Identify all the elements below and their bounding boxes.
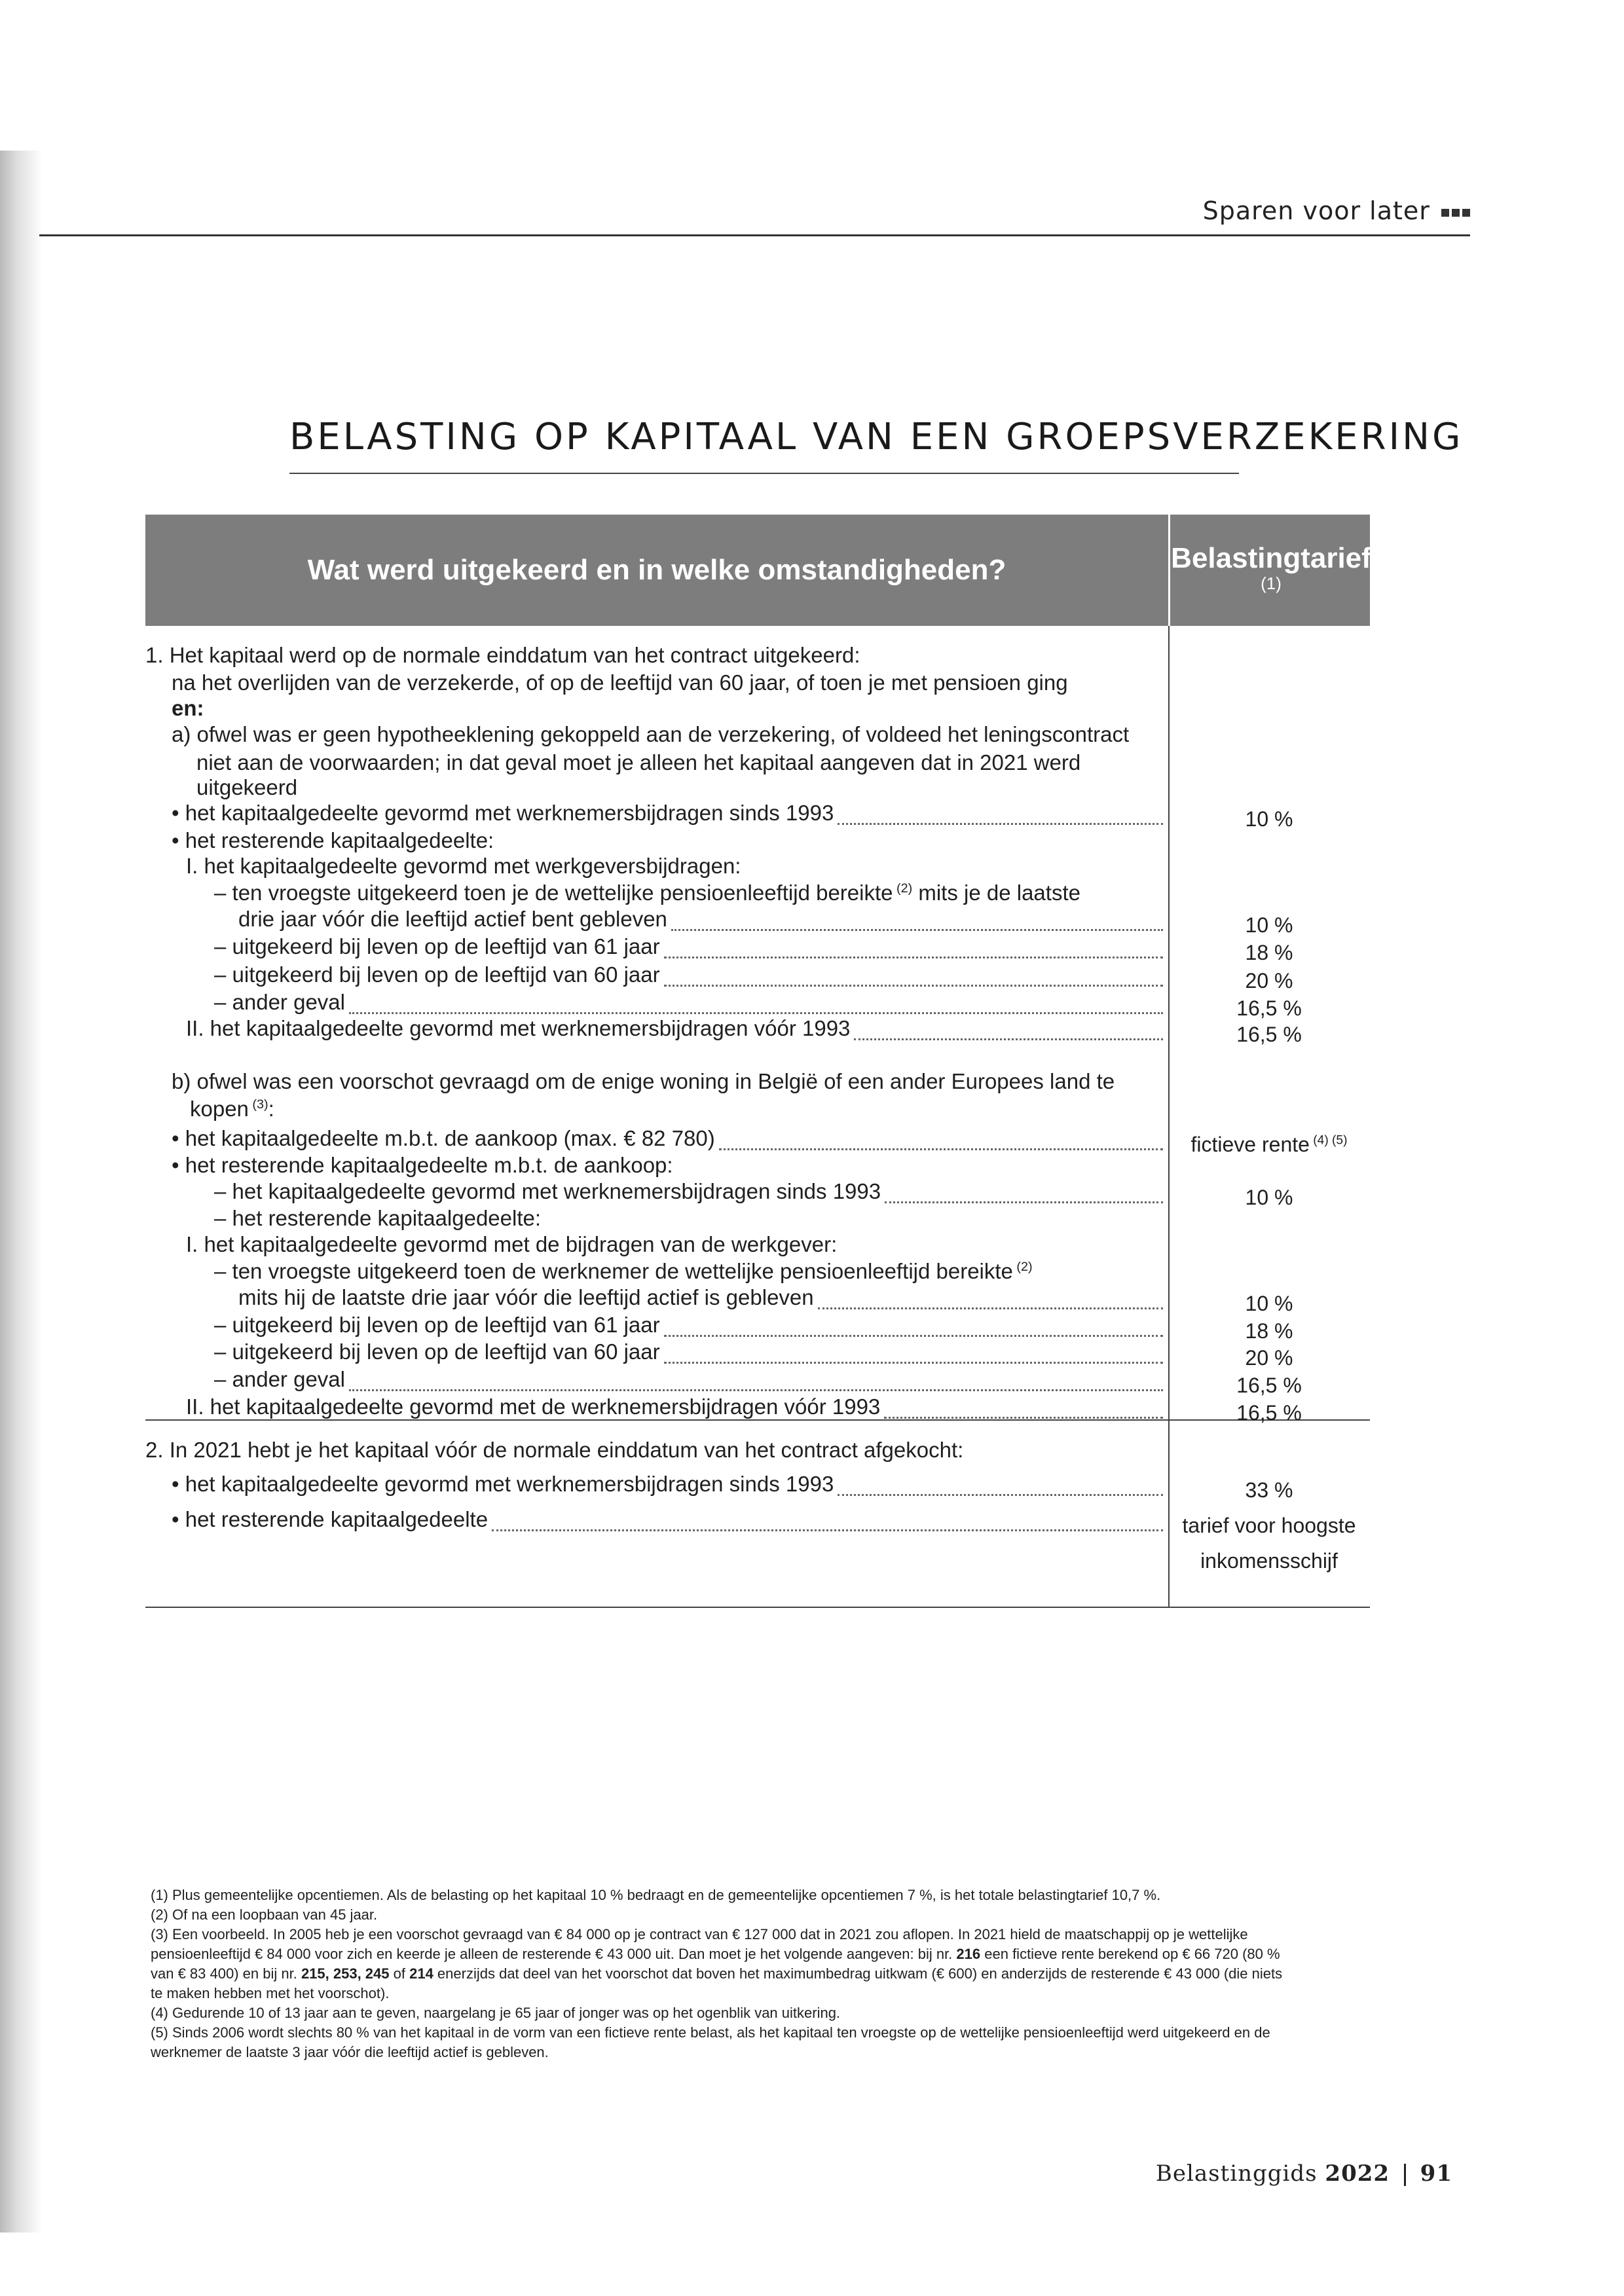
dot-leader [884, 1400, 1163, 1419]
rate-footnote-reference: (4) (5) [1309, 1133, 1348, 1148]
header-tax-rate-label: Belastingtarief [1171, 542, 1371, 574]
row-rate: 33 % [1245, 1478, 1293, 1502]
running-title: Sparen voor later [1202, 196, 1430, 225]
table-row [145, 1391, 1370, 1425]
dot-leader [349, 1372, 1163, 1391]
dot-leader [854, 1021, 1163, 1040]
row-description: II. het kapitaalgedeelte gevormd met werknemersbijdragen vóór 1993 [186, 1016, 851, 1041]
row-rate: tarief voor hoogste [1182, 1514, 1356, 1537]
row-rate: 16,5 % [1236, 1401, 1302, 1425]
row-description: niet aan de voorwaarden; in dat geval moet je alleen het kapitaal aangeven dat in 2021 werd [196, 750, 1081, 774]
row-rate: inkomensschijf [1200, 1549, 1338, 1573]
row-rate: 16,5 % [1236, 1023, 1302, 1047]
dot-leader [664, 968, 1163, 987]
row-description: • het resterende kapitaalgedeelte m.b.t. de aankoop: [172, 1152, 673, 1177]
footnote-1: (1) Plus gemeentelijke opcentiemen. Als de belasting op het kapitaal 10 % bedraagt en de gemeentelijke opcentiemen 7 %, is het totale belastingtarief 10,7 %. [151, 1887, 1161, 1903]
header-tax-rate [1168, 515, 1372, 626]
row-description: b) ofwel was een voorschot gevraagd om de enige woning in België of een ander Europees land te [172, 1069, 1115, 1094]
table-header [145, 515, 1370, 626]
square-ornament-icon [1462, 209, 1470, 217]
footnote-4: (4) Gedurende 10 of 13 jaar aan te geven, naargelang je 65 jaar of jonger was op het ogenblik van uitkering. [151, 2005, 841, 2021]
row-description: – ten vroegste uitgekeerd toen je de wettelijke pensioenleeftijd bereikte $^{(2)}$ mits je de laatste [214, 880, 1080, 905]
publication-name: Belastinggids [1155, 2160, 1318, 2187]
title-underline [289, 473, 1239, 474]
table-row [145, 1503, 1370, 1537]
footnote-5-line-1: (5) Sinds 2006 wordt slechts 80 % van het kapitaal in de vorm van een fictieve rente belast, als het kapitaal ten vroegste op de wettelijke pensioenleeftijd werd uitgekeerd en de [151, 2024, 1270, 2041]
row-description: drie jaar vóór die leeftijd actief bent gebleven [238, 907, 667, 932]
footnote-reference: (2) [1012, 1259, 1033, 1274]
row-rate: 10 % [1245, 1186, 1293, 1210]
publication-year: 2022 [1325, 2160, 1390, 2187]
row-description: 1. Het kapitaal werd op de normale einddatum van het contract uitgekeerd: [145, 643, 860, 667]
dot-leader [664, 1318, 1163, 1337]
row-description: na het overlijden van de verzekerde, of op de leeftijd van 60 jaar, of toen je met pensioen ging [172, 670, 1068, 695]
footnotes [151, 1886, 1369, 2062]
row-description: en: [172, 695, 204, 720]
row-description: I. het kapitaalgedeelte gevormd met de bijdragen van de werkgever: [186, 1232, 838, 1257]
footnote-reference: (3) [248, 1097, 268, 1112]
page-title: BELASTING OP KAPITAAL VAN EEN GROEPSVERZEKERING [289, 416, 1464, 458]
dot-leader [664, 939, 1163, 958]
dot-leader [492, 1512, 1163, 1531]
row-description-continued: : [268, 1097, 274, 1121]
row-description: – het kapitaalgedeelte gevormd met werknemersbijdragen sinds 1993 [214, 1179, 881, 1204]
row-description: – uitgekeerd bij leven op de leeftijd van 61 jaar [214, 934, 660, 959]
row-description: uitgekeerd [196, 775, 298, 800]
row-description: • het kapitaalgedeelte gevormd met werknemersbijdragen sinds 1993 [172, 801, 834, 826]
row-description-continued: mits je de laatste [912, 880, 1080, 905]
footnote-3-line-1: (3) Een voorbeeld. In 2005 heb je een voorschot gevraagd van € 84 000 op je contract van € 127 000 dat in 2021 zou aflopen. In 2021 hield de maatschappij op je wettelijke [151, 1926, 1248, 1942]
header-tax-rate-note: (1) [1261, 574, 1282, 593]
folio-separator [1404, 2164, 1406, 2186]
row-description: – uitgekeerd bij leven op de leeftijd van 60 jaar [214, 962, 660, 987]
row-rate: 20 % [1245, 1345, 1293, 1370]
dot-leader [349, 995, 1163, 1014]
footnote-3-line-2: pensioenleeftijd € 84 000 voor zich en keerde je alleen de resterende € 43 000 uit. Dan moet je het volgende aangeven: bij nr. 216 een fictieve rente berekend op € 66 720 (80 % [151, 1946, 1280, 1962]
row-description: – ander geval [214, 1366, 345, 1391]
square-ornament-icon [1441, 209, 1449, 217]
row-description: – uitgekeerd bij leven op de leeftijd van 60 jaar [214, 1339, 660, 1364]
row-description: • het kapitaalgedeelte m.b.t. de aankoop (max. € 82 780) [172, 1126, 715, 1151]
row-rate: fictieve rente $^{(4) (5)}$ [1190, 1133, 1348, 1157]
row-description: • het kapitaalgedeelte gevormd met werknemersbijdragen sinds 1993 [172, 1472, 834, 1496]
page-footer [1156, 2160, 1452, 2187]
row-description: – ander geval [214, 989, 345, 1014]
row-description: I. het kapitaalgedeelte gevormd met werkgeversbijdragen: [186, 854, 741, 879]
table-row [145, 1539, 1370, 1573]
footnote-reference: (2) [893, 881, 913, 896]
row-rate: 16,5 % [1236, 996, 1302, 1020]
row-rate: 20 % [1245, 968, 1293, 993]
row-description: • het resterende kapitaalgedeelte [172, 1507, 489, 1531]
row-description: kopen $^{(3)}$: [190, 1097, 274, 1121]
dot-leader [818, 1290, 1163, 1309]
running-header [39, 195, 1470, 236]
table-row [145, 1012, 1370, 1046]
table-row [145, 1434, 1370, 1468]
dot-leader [719, 1131, 1163, 1150]
row-description: 2. In 2021 hebt je het kapitaal vóór de normale einddatum van het contract afgekocht: [145, 1438, 964, 1462]
row-rate: 10 % [1245, 913, 1293, 938]
row-rate: 10 % [1245, 807, 1293, 831]
footnote-3-line-3: van € 83 400) en bij nr. 215, 253, 245 of 214 enerzijds dat deel van het voorschot dat boven het maximumbedrag uitkwam (€ 600) en anderzijds de resterende € 43 000 (die niets [151, 1965, 1283, 1982]
table-row [145, 1468, 1370, 1502]
footnote-2: (2) Of na een loopbaan van 45 jaar. [151, 1906, 378, 1923]
square-ornament-icon [1452, 209, 1460, 217]
footnote-5-line-2: werknemer de laatste 3 jaar vóór die leeftijd actief is gebleven. [151, 2044, 549, 2060]
row-description: mits hij de laatste drie jaar vóór die leeftijd actief is gebleven [238, 1285, 814, 1310]
row-description: a) ofwel was er geen hypotheeklening gekoppeld aan de verzekering, of voldeed het leningscontract [172, 722, 1130, 747]
row-rate: 18 % [1245, 941, 1293, 965]
row-description: • het resterende kapitaalgedeelte: [172, 828, 494, 853]
row-description: – het resterende kapitaalgedeelte: [214, 1205, 542, 1230]
dot-leader [838, 1477, 1163, 1496]
scan-shadow [0, 151, 42, 2232]
dot-leader [671, 912, 1163, 931]
row-description: – uitgekeerd bij leven op de leeftijd van 61 jaar [214, 1313, 660, 1338]
dot-leader [664, 1345, 1163, 1364]
row-description: – ten vroegste uitgekeerd toen de werknemer de wettelijke pensioenleeftijd bereikte $^{(2)}$ [214, 1258, 1033, 1283]
row-rate: 10 % [1245, 1292, 1293, 1316]
header-circumstances: Wat werd uitgekeerd en in welke omstandigheden? [307, 554, 1006, 586]
dot-leader [838, 806, 1163, 825]
row-rate: 16,5 % [1236, 1373, 1302, 1397]
page-number: 91 [1420, 2160, 1452, 2187]
table-bottom-rule [145, 1607, 1370, 1608]
footnote-3-line-4: te maken hebben met het voorschot). [151, 1985, 390, 2001]
row-description: II. het kapitaalgedeelte gevormd met de werknemersbijdragen vóór 1993 [186, 1394, 881, 1419]
dot-leader [885, 1184, 1163, 1203]
row-rate: 18 % [1245, 1319, 1293, 1343]
